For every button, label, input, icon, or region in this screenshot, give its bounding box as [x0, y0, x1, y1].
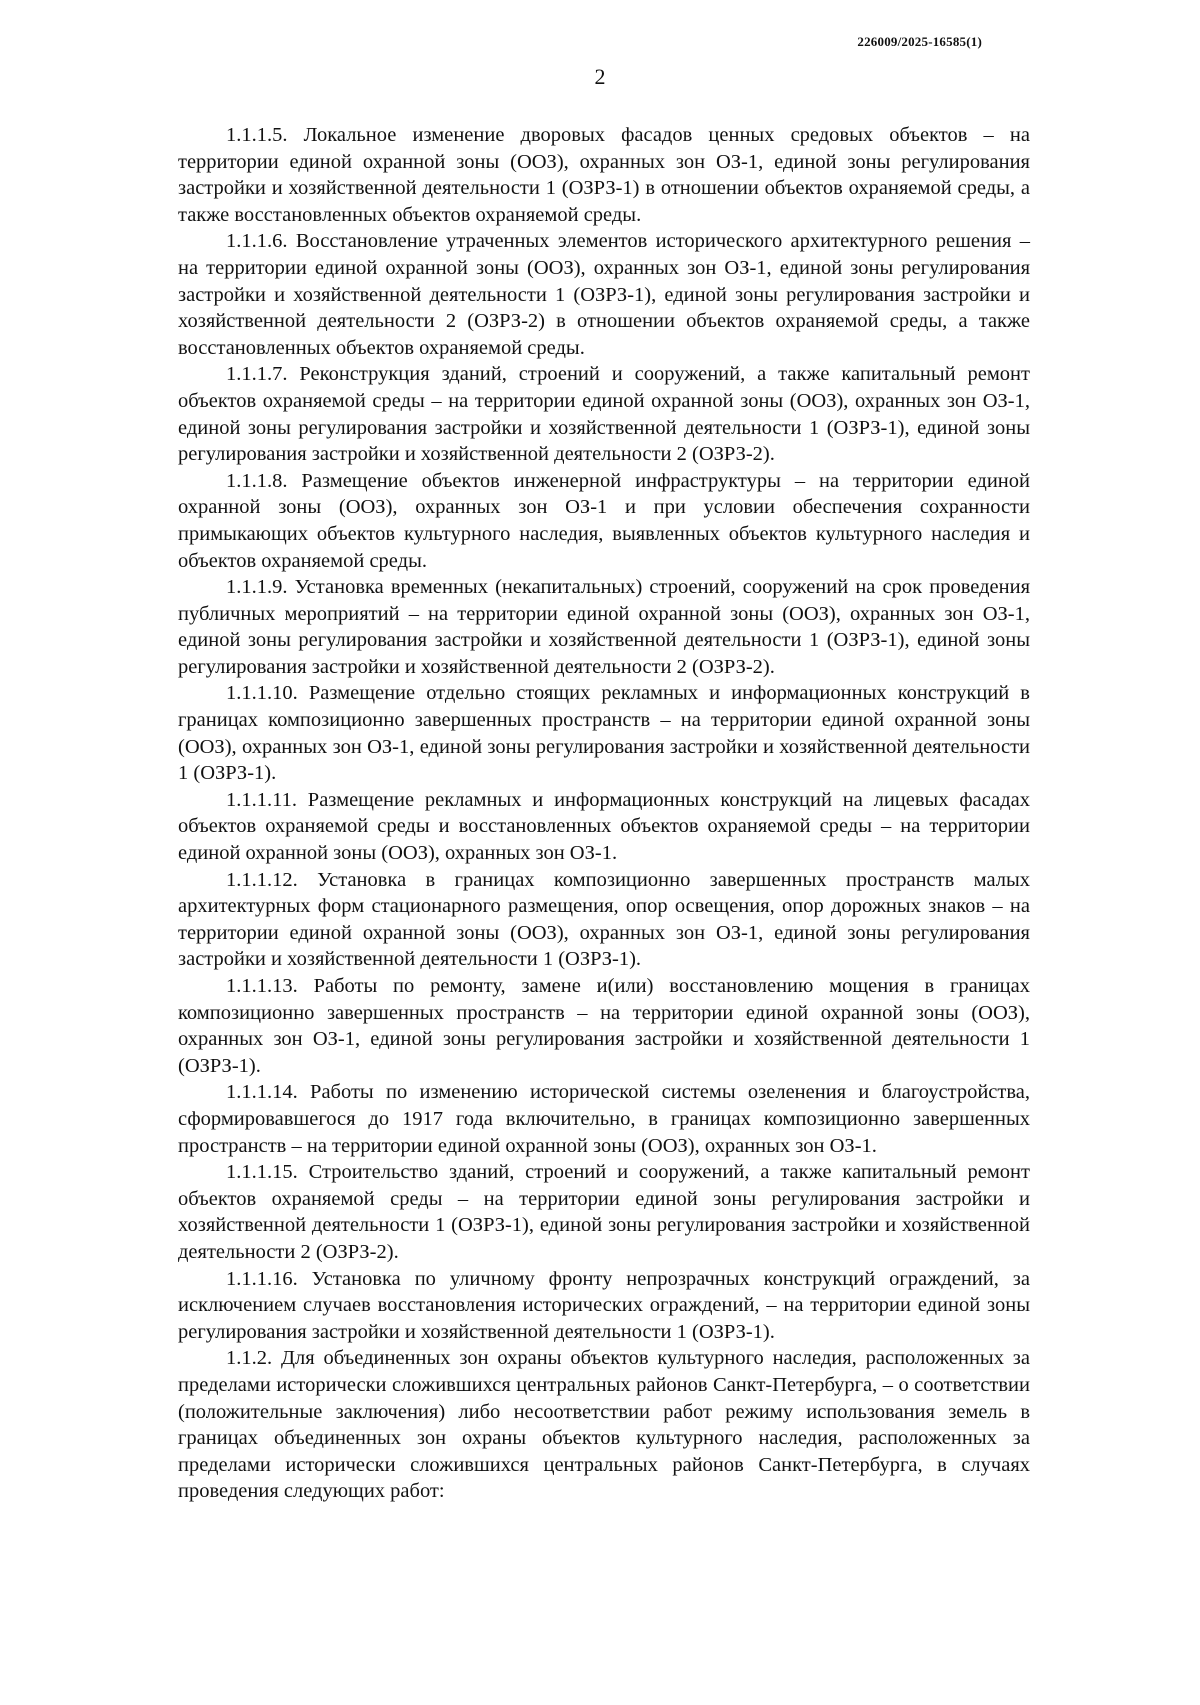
paragraph-1-1-1-5: 1.1.1.5. Локальное изменение дворовых фасадов ценных средовых объектов – на территории единой охранной зоны (ООЗ), охранных зон ОЗ-1, единой зоны регулирования застройки и хозяйственной деятельности 1 (ОЗРЗ-1) в отношении объектов охраняемой среды, а также восстановленных объектов охраняемой среды.	[178, 124, 1030, 226]
paragraph-1-1-2: 1.1.2. Для объединенных зон охраны объектов культурного наследия, расположенных за пределами исторически сложившихся центральных районов Санкт-Петербурга, – о соответствии (положительные заключения) либо несоответствии работ режиму использования земель в границах объединенных зон охраны объектов культурного наследия, расположенных за пределами исторически сложившихся центральных районов Санкт-Петербурга, в случаях проведения следующих работ:	[178, 1347, 1030, 1503]
page-number: 2	[594, 64, 606, 89]
paragraph-1-1-1-14: 1.1.1.14. Работы по изменению исторической системы озеленения и благоустройства, сформировавшегося до 1917 года включительно, в границах композиционно завершенных пространств – на территории единой охранной зоны (ООЗ), охранных зон ОЗ-1.	[178, 1081, 1030, 1157]
paragraph-1-1-1-15: 1.1.1.15. Строительство зданий, строений и сооружений, а также капитальный ремонт объектов охраняемой среды – на территории единой зоны регулирования застройки и хозяйственной деятельности 1 (ОЗРЗ-1), единой зоны регулирования застройки и хозяйственной деятельности 2 (ОЗРЗ-2).	[178, 1161, 1030, 1263]
paragraph-1-1-1-8: 1.1.1.8. Размещение объектов инженерной инфраструктуры – на территории единой охранной зоны (ООЗ), охранных зон ОЗ-1 и при условии обеспечения сохранности примыкающих объектов культурного наследия, выявленных объектов культурного наследия и объектов охраняемой среды.	[178, 469, 1030, 572]
paragraph-1-1-1-9: 1.1.1.9. Установка временных (некапитальных) строений, сооружений на срок проведения публичных мероприятий – на территории единой охранной зоны (ООЗ), охранных зон ОЗ-1, единой зоны регулирования застройки и хозяйственной деятельности 1 (ОЗРЗ-1), единой зоны регулирования застройки и хозяйственной деятельности 2 (ОЗРЗ-2).	[178, 576, 1030, 678]
document-body	[178, 122, 1030, 1505]
paragraph-1-1-1-7: 1.1.1.7. Реконструкция зданий, строений и сооружений, а также капитальный ремонт объектов охраняемой среды – на территории единой охранной зоны (ООЗ), охранных зон ОЗ-1, единой зоны регулирования застройки и хозяйственной деятельности 1 (ОЗРЗ-1), единой зоны регулирования застройки и хозяйственной деятельности 2 (ОЗРЗ-2).	[178, 363, 1030, 466]
paragraph-1-1-1-16: 1.1.1.16. Установка по уличному фронту непрозрачных конструкций ограждений, за исключением случаев восстановления исторических ограждений, – на территории единой зоны регулирования застройки и хозяйственной деятельности 1 (ОЗРЗ-1).	[178, 1267, 1030, 1343]
paragraph-1-1-1-11: 1.1.1.11. Размещение рекламных и информационных конструкций на лицевых фасадах объектов охраняемой среды и восстановленных объектов охраняемой среды – на территории единой охранной зоны (ООЗ), охранных зон ОЗ-1.	[178, 788, 1030, 865]
paragraph-1-1-1-10: 1.1.1.10. Размещение отдельно стоящих рекламных и информационных конструкций в границах композиционно завершенных пространств – на территории единой охранной зоны (ООЗ), охранных зон ОЗ-1, единой зоны регулирования застройки и хозяйственной деятельности 1 (ОЗРЗ-1).	[178, 682, 1030, 785]
paragraph-1-1-1-12: 1.1.1.12. Установка в границах композиционно завершенных пространств малых архитектурных форм стационарного размещения, опор освещения, опор дорожных знаков – на территории единой охранной зоны (ООЗ), охранных зон ОЗ-1, единой зоны регулирования застройки и хозяйственной деятельности 1 (ОЗРЗ-1).	[178, 868, 1030, 971]
paragraph-1-1-1-13: 1.1.1.13. Работы по ремонту, замене и(или) восстановлению мощения в границах композиционно завершенных пространств – на территории единой охранной зоны (ООЗ), охранных зон ОЗ-1, единой зоны регулирования застройки и хозяйственной деятельности 1 (ОЗРЗ-1).	[178, 975, 1030, 1077]
paragraph-1-1-1-6: 1.1.1.6. Восстановление утраченных элементов исторического архитектурного решения – на территории единой охранной зоны (ООЗ), охранных зон ОЗ-1, единой зоны регулирования застройки и хозяйственной деятельности 1 (ОЗРЗ-1), единой зоны регулирования застройки и хозяйственной деятельности 2 (ОЗРЗ-2) в отношении объектов охраняемой среды, а также восстановленных объектов охраняемой среды.	[178, 230, 1030, 359]
document-registration-number: 226009/2025-16585(1)	[857, 34, 982, 49]
